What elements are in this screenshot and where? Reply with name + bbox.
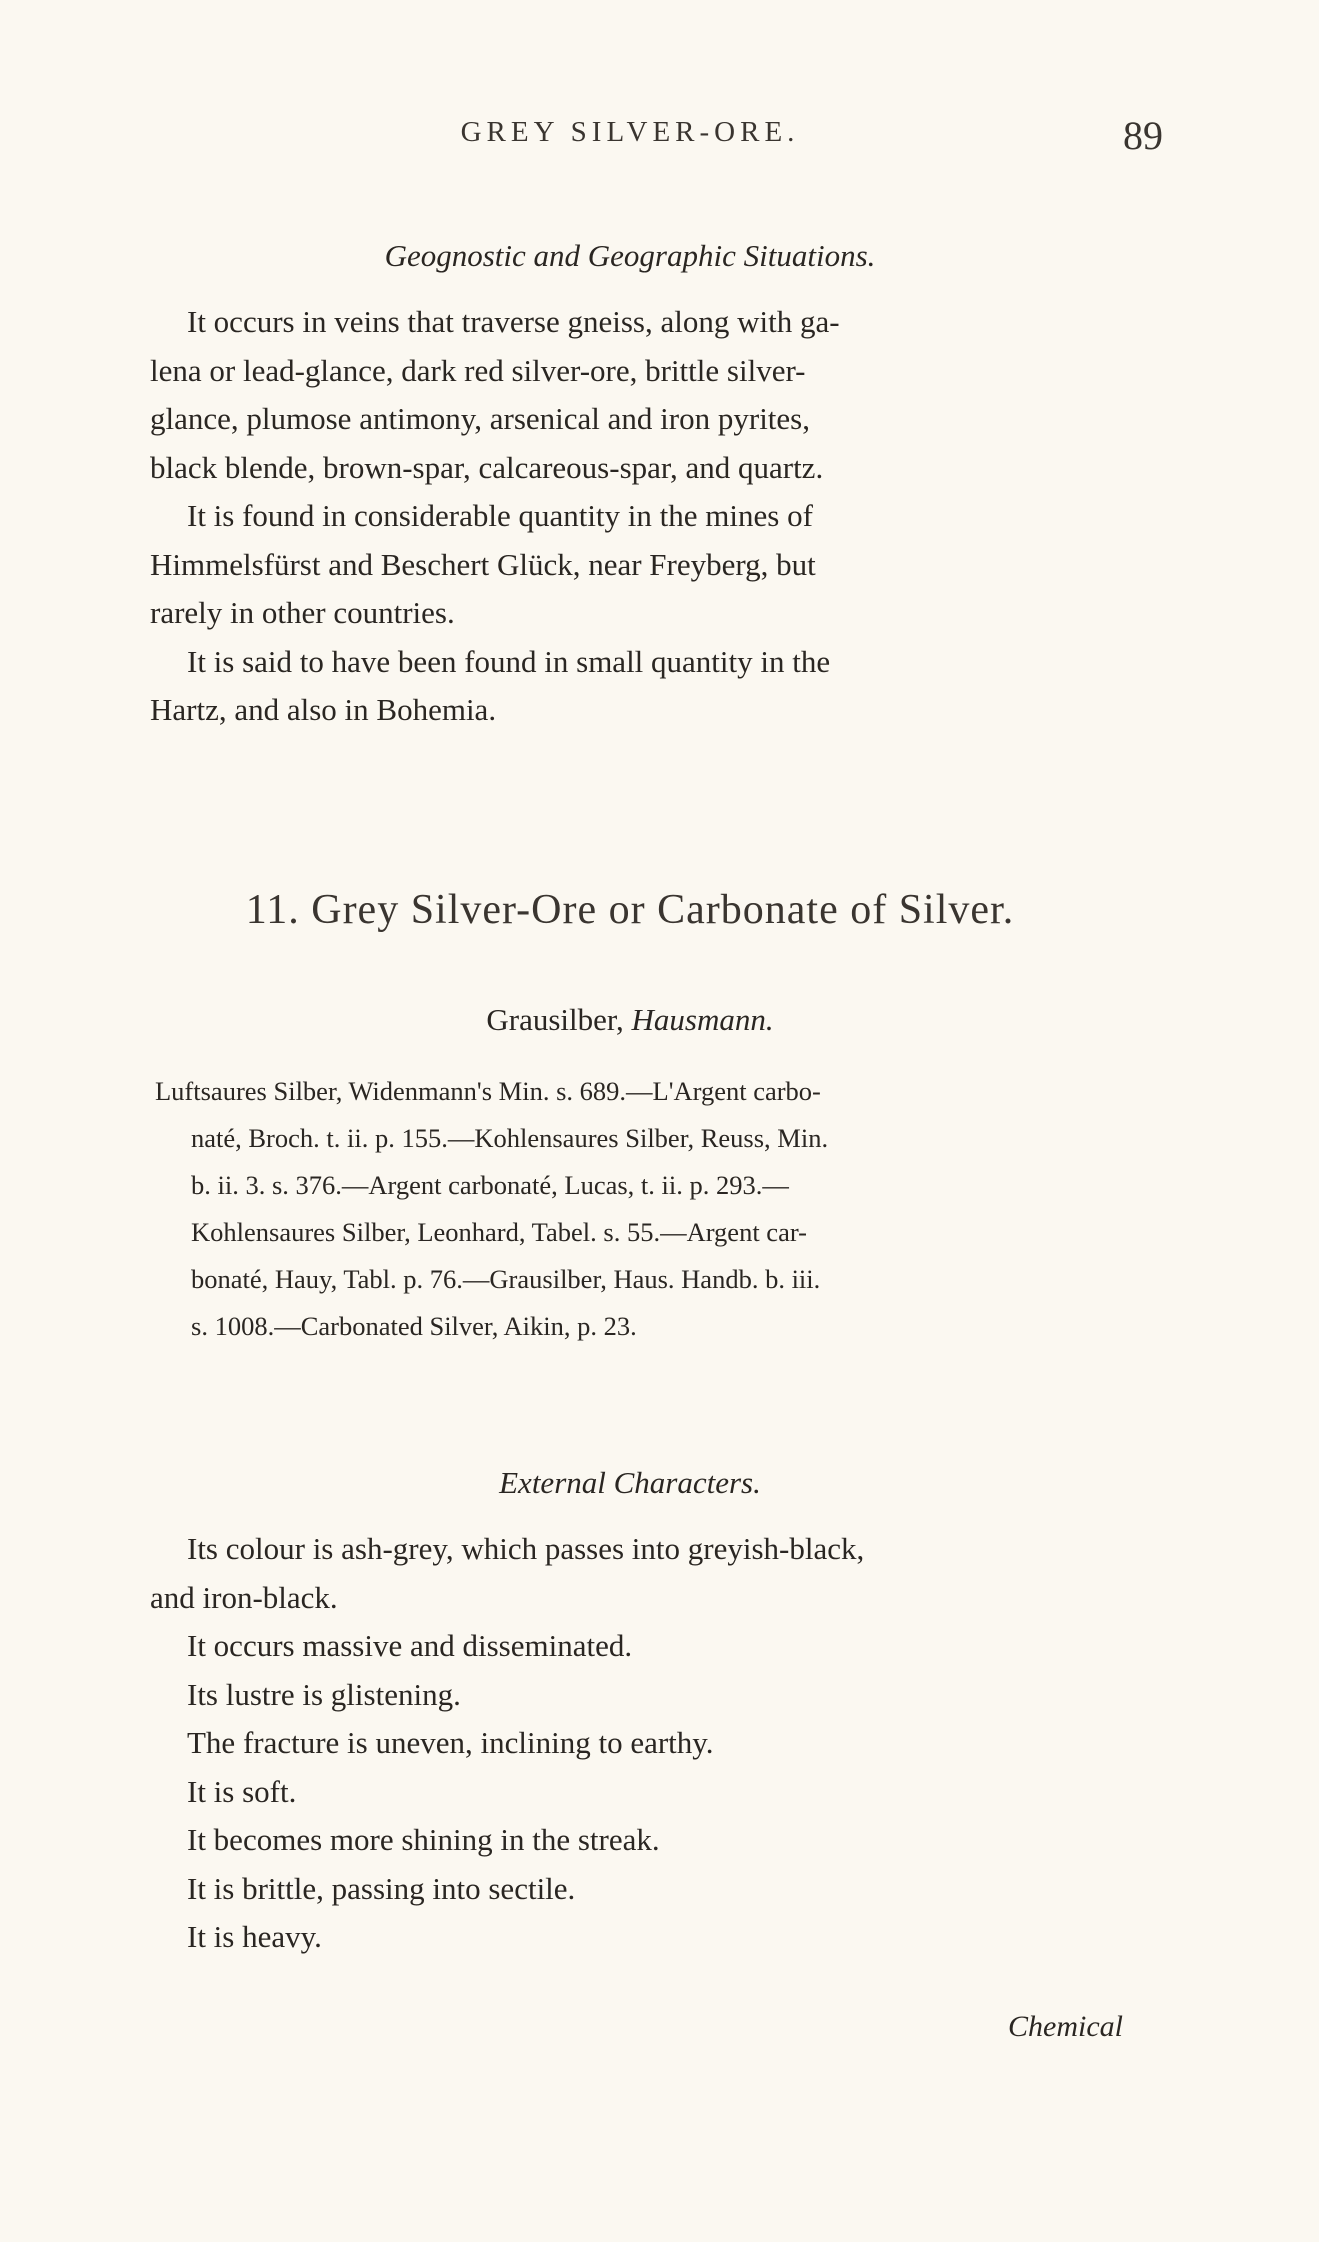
paragraph [150, 1622, 1160, 1671]
references-block [155, 1068, 1160, 1350]
text-line: black blende, brown-spar, calcareous-spar, and quartz. [150, 449, 824, 485]
reference-line: b. ii. 3. s. 376.—Argent carbonaté, Lucas, t. ii. p. 293.— [191, 1170, 789, 1200]
paragraph [150, 1865, 1160, 1914]
catchword: Chemical [1008, 2010, 1123, 2043]
paragraph [150, 492, 1160, 638]
paragraph [150, 1768, 1160, 1817]
text-line: It occurs massive and disseminated. [187, 1628, 633, 1663]
reference-line: bonaté, Hauy, Tabl. p. 76.—Grausilber, Haus. Handb. b. iii. [191, 1264, 821, 1294]
text-line: It is said to have been found in small quantity in the [187, 643, 831, 679]
text-line: Its colour is ash-grey, which passes into greyish-black, [187, 1531, 865, 1566]
text-line: It is heavy. [187, 1919, 322, 1954]
text-line: rarely in other countries. [150, 595, 455, 630]
page-number: 89 [1123, 113, 1163, 158]
reference-line: Kohlensaures Silber, Leonhard, Tabel. s. 55.—Argent car- [191, 1217, 807, 1247]
text-line: lena or lead-glance, dark red silver-ore, brittle silver- [150, 352, 806, 388]
reference-line: s. 1008.—Carbonated Silver, Aikin, p. 23. [191, 1311, 637, 1341]
paragraph [150, 1719, 1160, 1768]
paragraph [150, 1913, 1160, 1962]
synonym-author: Hausmann. [631, 1002, 774, 1037]
species-title: 11. Grey Silver-Ore or Carbonate of Silver. [245, 887, 1015, 933]
section-heading-external: External Characters. [499, 1465, 761, 1500]
text-line: The fracture is uneven, inclining to earthy. [187, 1725, 714, 1760]
section-heading-geognostic: Geognostic and Geographic Situations. [384, 238, 876, 273]
paragraph [150, 298, 1160, 492]
paragraph [150, 1525, 1160, 1622]
paragraph [150, 638, 1160, 735]
running-title: GREY SILVER-ORE. [460, 116, 800, 148]
paragraph [150, 1671, 1160, 1720]
text-line: Himmelsfürst and Beschert Glück, near Freyberg, but [150, 546, 816, 582]
section-geognostic-body [150, 298, 1160, 735]
reference-line: Luftsaures Silber, Widenmann's Min. s. 689.—L'Argent carbo- [155, 1076, 821, 1106]
species-synonym [0, 1002, 1260, 1038]
text-line: It is found in considerable quantity in the mines of [187, 498, 813, 533]
synonym-name: Grausilber, [486, 1002, 624, 1037]
text-line: Hartz, and also in Bohemia. [150, 692, 497, 727]
section-external-body [150, 1525, 1160, 1962]
text-line: It is brittle, passing into sectile. [187, 1870, 576, 1906]
text-line: It occurs in veins that traverse gneiss, along with ga- [187, 304, 840, 339]
paragraph [150, 1816, 1160, 1865]
text-line: and iron-black. [150, 1579, 338, 1615]
reference-line: naté, Broch. t. ii. p. 155.—Kohlensaures Silber, Reuss, Min. [191, 1123, 829, 1153]
text-line: Its lustre is glistening. [187, 1676, 461, 1712]
text-line: It becomes more shining in the streak. [187, 1822, 660, 1857]
text-line: It is soft. [187, 1773, 297, 1809]
text-line: glance, plumose antimony, arsenical and iron pyrites, [150, 401, 810, 436]
